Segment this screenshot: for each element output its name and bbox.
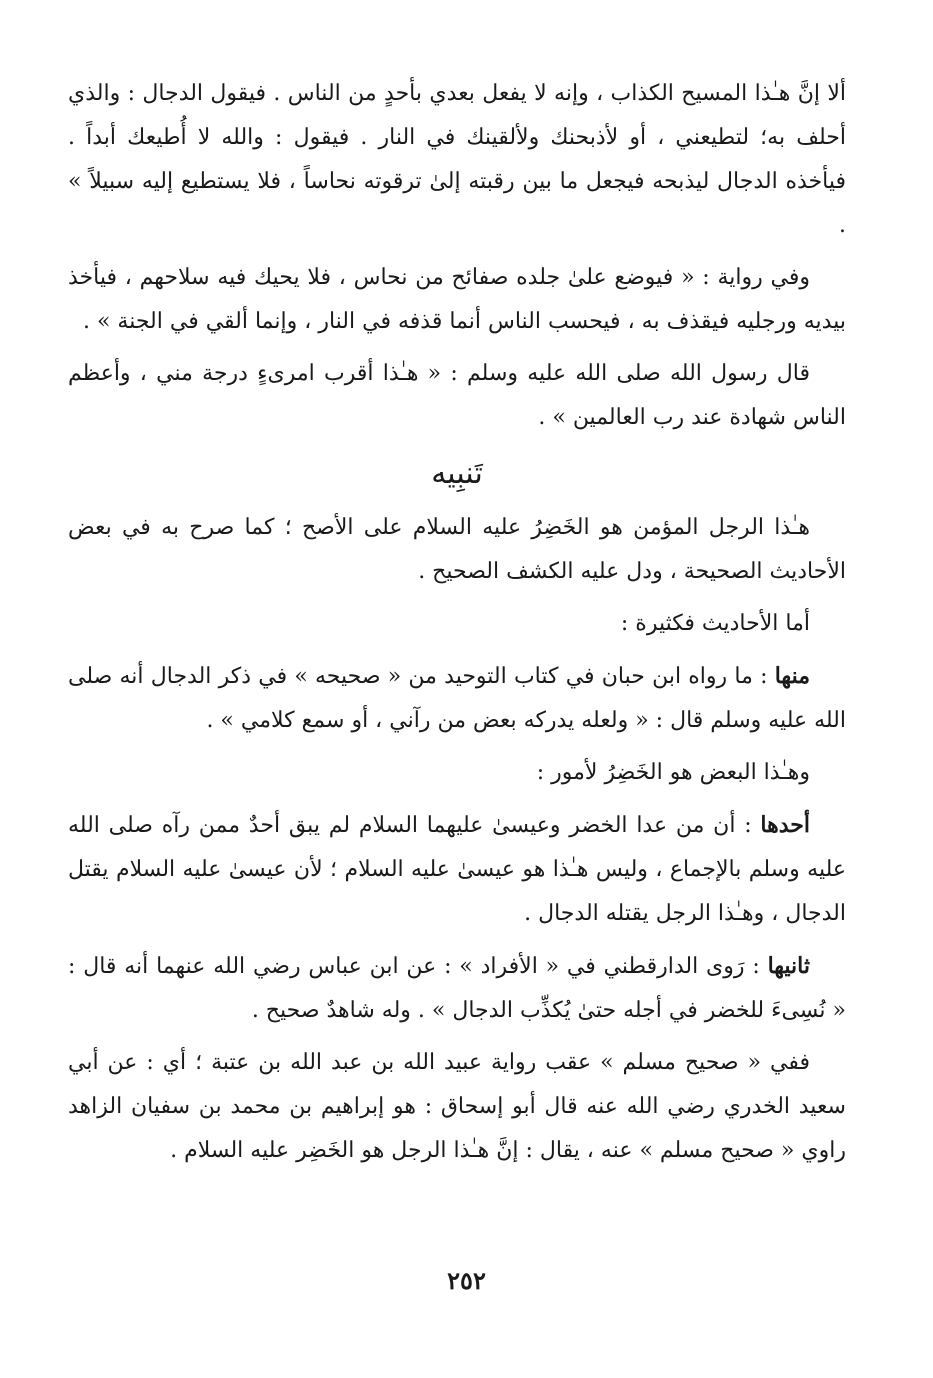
paragraph-6	[68, 654, 846, 743]
paragraph-text: : أن من عدا الخضر وعيسىٰ عليهما السلام لم يبق أحدٌ ممن رآه صلى الله عليه وسلم بالإجماع ، وليس هـٰذا هو عيسىٰ عليه السلام ؛ لأن عيسىٰ عليه السلام يقتل الدجال ، وهـٰذا الرجل يقتله الدجال .	[68, 813, 846, 926]
page-body	[68, 72, 846, 1181]
paragraph-1: ألا إنَّ هـٰذا المسيح الكذاب ، وإنه لا يفعل بعدي بأحدٍ من الناس . فيقول الدجال : والذي أحلف به؛ لتطيعني ، أو لأذبحنك ولألقينك في النار . فيقول : والله لا أُطيعك أبداً . فيأخذه الدجال ليذبحه فيجعل ما بين رقبته إلىٰ ترقوته نحاساً ، فلا يستطيع إليه سبيلاً » .	[68, 81, 846, 238]
paragraph-7: وهـٰذا البعض هو الخَضِرُ لأمور :	[536, 760, 810, 785]
paragraph-lead: ثانيها	[767, 953, 810, 979]
paragraph-8	[68, 803, 846, 936]
paragraph-text: : رَوى الدارقطني في « الأفراد » : عن ابن عباس رضي الله عنهما أنه قال : « نُسِىءَ للخضر في أجله حتىٰ يُكذِّب الدجال » . وله شاهدٌ صحيح .	[68, 954, 846, 1023]
paragraph-2: وفي رواية : « فيوضع علىٰ جلده صفائح من نحاس ، فلا يحيك فيه سلاحهم ، فيأخذ بيديه ورجليه فيقذف به ، فيحسب الناس أنما قذفه في النار ، وإنما ألقي في الجنة » .	[68, 265, 846, 334]
paragraph-5: أما الأحاديث فكثيرة :	[620, 611, 810, 636]
paragraph-3: قال رسول الله صلى الله عليه وسلم : « هـٰذا أقرب امرىءٍ درجة مني ، وأعظم الناس شهادة عند رب العالمين » .	[68, 361, 846, 430]
paragraph-text: : ما رواه ابن حبان في كتاب التوحيد من « صحيحه » في ذكر الدجال أنه صلى الله عليه وسلم قال : « ولعله يدركه بعض من رآني ، أو سمع كلامي » .	[68, 664, 846, 733]
paragraph-4: هـٰذا الرجل المؤمن هو الخَضِرُ عليه السلام على الأصح ؛ كما صرح به في بعض الأحاديث الصحيحة ، ودل عليه الكشف الصحيح .	[68, 515, 846, 584]
section-heading: تَنبِيه	[431, 456, 483, 491]
paragraph-lead: منها	[774, 663, 810, 689]
paragraph-9	[68, 944, 846, 1033]
paragraph-lead: أحدها	[760, 812, 810, 838]
page-number: ٢٥٢	[447, 1266, 486, 1295]
paragraph-10: ففي « صحيح مسلم » عقب رواية عبيد الله بن عبد الله بن عتبة ؛ أي : عن أبي سعيد الخدري رضي الله عنه قال أبو إسحاق : هو إبراهيم بن محمد بن سفيان الزاهد راوي « صحيح مسلم » عنه ، يقال : إنَّ هـٰذا الرجل هو الخَضِر عليه السلام .	[68, 1050, 846, 1163]
